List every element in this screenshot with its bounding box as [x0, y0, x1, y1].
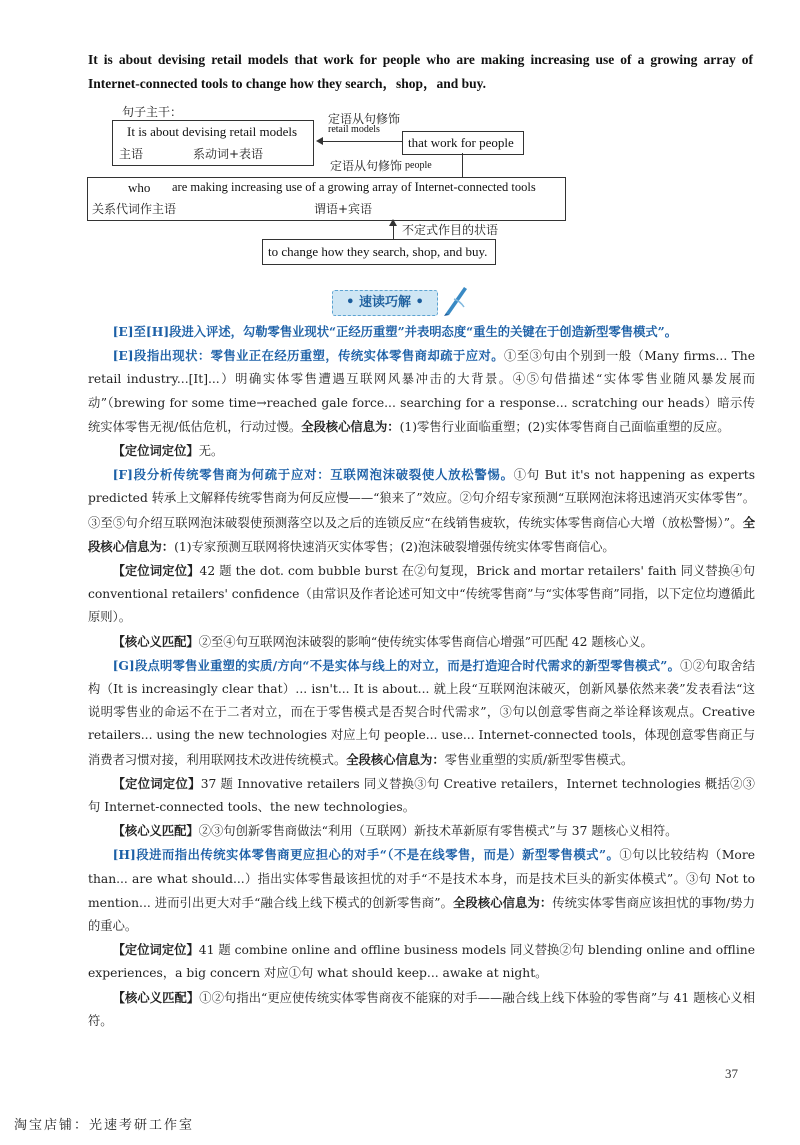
pen-icon [440, 283, 470, 317]
relative-subject-label: 关系代词作主语 [92, 202, 177, 216]
inf-arrow-line [393, 225, 394, 239]
relative-clause-box [87, 177, 566, 221]
attr-clause-label-2: 定语从句修饰 [330, 159, 403, 173]
arrow-line-1 [322, 141, 402, 142]
main-clause-box [112, 120, 314, 166]
infinitive-text: to change how they search, shop, and buy. [268, 244, 488, 259]
subject-label: 主语 [119, 147, 144, 161]
relative-pronoun: who [128, 180, 151, 195]
paragraph-f: [F]段分析传统零售商为何疏于应对：互联网泡沫破裂使人放松警惕。①句 But it's not happening as experts predicted 转承上文解释传统零售商为何反应慢——“狼来了”效应。②句介绍专家预测“互联网泡沫将迅速消灭实体零售”。③至⑤句介绍互联网泡沫破裂使预测落空以及之后的连锁反应“在线销售疲软，传统实体零售商信心大增（放松警惕）”。全段核心信息为：(1)专家预测互联网将快速消灭实体零售；(2)泡沫破裂增强传统实体零售商信心。 [88, 467, 755, 554]
attr-clause-text-1: that work for people [408, 135, 514, 150]
arrow-left-icon [316, 137, 323, 145]
attr-clause-label-1: 定语从句修饰 [328, 112, 401, 126]
connector-line [462, 153, 463, 177]
main-clause-label: 句子主干： [122, 105, 183, 119]
match-f: 【核心义匹配】②至④句互联网泡沫破裂的影响“使传统实体零售商信心增强”可匹配 42 题核心义。 [112, 633, 653, 649]
attr-clause-box-1 [402, 131, 524, 155]
paragraph-h: [H]段进而指出传统实体零售商更应担心的对手“（不是在线零售，而是）新型零售模式”。①句以比较结构（More than... are what should...）指出实体零售最该担忧的对手“不是技术本身，而是技术巨头的新实体模式”。③句 Not to mention... 进而引出更大对手“融合线上线下模式的创新零售商”。全段核心信息为：传统实体零售商应该担忧的事物/势力的重心。 [88, 847, 755, 934]
predicate-label: 系动词+表语 [193, 147, 264, 161]
infinitive-box [262, 239, 496, 265]
section-banner: • 速读巧解 • [332, 290, 438, 316]
match-g: 【核心义匹配】②③句创新零售商做法“利用（互联网）新技术革新原有零售模式”与 37 题核心义相符。 [112, 823, 678, 839]
match-h: 【核心义匹配】①②句指出“更应使传统实体零售商夜不能寐的对手——融合线上线下体验的零售商”与 41 题核心义相符。 [88, 989, 755, 1028]
locate-e: 【定位词定位】无。 [112, 443, 224, 459]
relative-predicate-label: 谓语+宾语 [314, 202, 373, 216]
intro-sentence: It is about devising retail models that work for people who are making increasing use of a growing array of Internet-connected tools to change how they search，shop，and buy. [88, 52, 753, 91]
page-number: 37 [725, 1066, 738, 1081]
paragraph-e: [E]段指出现状：零售业正在经历重塑，传统实体零售商却疏于应对。①至③句由个别到一般（Many firms... The retail industry...[It]...）明确实体零售遭遇互联网风暴冲击的大背景。④⑤句借描述“实体零售业随风暴发展而动”（brewing for some time→reached gale force... searching for a response... scratching our heads）暗示传统实体零售无视/低估危机，行动过慢。全段核心信息为：(1)零售行业面临重塑；(2)实体零售商自己面临重塑的反应。 [88, 348, 755, 434]
main-clause-text: It is about devising retail models [127, 124, 298, 139]
attr-target-1: retail models [328, 124, 380, 135]
paragraph-g: [G]段点明零售业重塑的实质/方向“不是实体与线上的对立，而是打造迎合时代需求的新型零售模式”。①②句取舍结构（It is increasingly clear that）... isn't... It is about... 就上段“互联网泡沫破灭，创新风暴依然来袭”发表看法“这说明零售业的命运不在于二者对立，而在于零售模式是否契合时代需求”，③句以创意零售商之举诠释该观点。Creative retailers... using the new technologies 对应上句 people... use... Internet-connected tools，体现创意零售商正与消费者习惯对接，利用联网技术改进传统模式。全段核心信息为：零售业重塑的实质/新型零售模式。 [88, 657, 755, 767]
paragraph-overview: [E]至[H]段进入评述，勾勒零售业现状“正经历重塑”并表明态度“重生的关键在于创造新型零售模式”。 [112, 324, 678, 339]
relative-clause-text: are making increasing use of a growing array of Internet-connected tools [172, 180, 536, 194]
infinitive-label: 不定式作目的状语 [402, 223, 499, 237]
analysis-body [88, 320, 755, 1033]
locate-h: 【定位词定位】41 题 combine online and offline business models 同义替换②句 blending online and offline experiences，a big concern 对应①句 what should keep... awake at night。 [88, 942, 755, 981]
locate-f: 【定位词定位】42 题 the dot. com bubble burst 在②句复现，Brick and mortar retailers' faith 同义替换④句 conventional retailers' confidence（由常识及作者论述可知文中“传统零售商”与“实体零售商”同指，以下定位均遵循此原则）。 [88, 563, 755, 625]
arrow-up-icon [389, 219, 397, 226]
shop-footer: 淘宝店铺：光速考研工作室 [14, 1118, 195, 1133]
attr-target-2: people [405, 160, 432, 171]
locate-g: 【定位词定位】37 题 Innovative retailers 同义替换③句 Creative retailers，Internet technologies 概括②③句 Internet-connected tools、the new technologies。 [88, 775, 755, 815]
